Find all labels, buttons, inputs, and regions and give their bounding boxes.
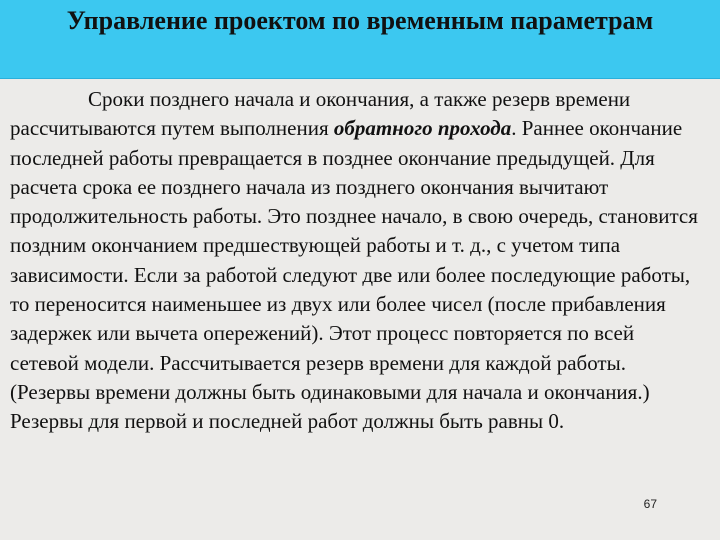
emphasized-term: обратного прохода xyxy=(333,116,512,141)
page-number: 67 xyxy=(643,497,657,511)
body-paragraph xyxy=(10,85,706,437)
slide-title: Управление проектом по временным параметрам xyxy=(66,6,654,35)
paragraph-text-start: Сроки позднего начала и окончания, а также резерв времени рассчитываются путем выполнения xyxy=(10,87,631,141)
paragraph-text-end: . Раннее окончание последней работы превращается в позднее окончание предыдущей. Для расчета срока ее позднего начала из позднего окончания вычитают продолжительность работы. Это позднее начало, в свою очередь, становится поздним окончанием предшествующей работы и т. д., с учетом типа зависимости. Если за работой следуют две или более последующие работы, то переносится наименьшее из двух или более чисел (после прибавления задержек или вычета опережений). Этот процесс повторяется по всей сетевой модели. Рассчитывается резерв времени для каждой работы. (Резервы времени должны быть одинаковыми для начала и окончания.) Резервы для первой и последней работ должны быть равны 0. xyxy=(10,116,698,434)
